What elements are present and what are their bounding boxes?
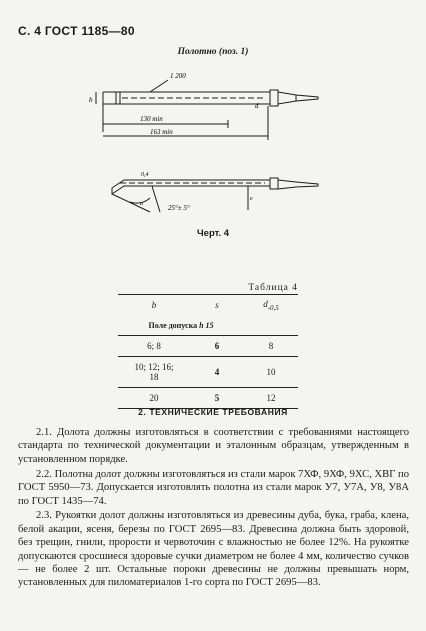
angle-line	[112, 194, 150, 212]
blade-side-view	[112, 178, 318, 194]
dim-r04-label: 0,4	[141, 172, 149, 178]
col-s-header: s	[215, 300, 219, 310]
blade-top-view	[103, 90, 318, 106]
col-b-header: b	[151, 300, 157, 310]
dim-angle-label: 25°± 5°	[168, 204, 190, 212]
table-row: 10; 12; 16; 18 4 10	[118, 357, 298, 388]
section-title: 2. ТЕХНИЧЕСКИЕ ТРЕБОВАНИЯ	[138, 407, 288, 417]
paragraph-2-1: 2.1. Долота должны изготовляться в соответствии с требованиями настоящего стандарта по технической документации и эталонным образцам, утвержденным в установленном порядке.	[18, 427, 409, 465]
table-row: 6; 8 6 8	[118, 336, 298, 357]
figure-caption: Черт. 4	[196, 228, 230, 239]
page-header: С. 4 ГОСТ 1185—80	[18, 24, 135, 38]
body-text	[18, 426, 409, 591]
paragraph-2-2: 2.2. Полотна долот должны изготовляться из стали марок 7ХФ, 9ХФ, 9ХС, ХВГ по ГОСТ 5950—73. Допускается изготовлять полотна из стали марок У7, У7А, У8, У8А по ГОСТ 1435—74.	[18, 468, 409, 507]
table-row: 20 5 12	[118, 388, 298, 409]
data-table	[118, 294, 298, 409]
dim-e-label: e	[250, 196, 253, 202]
r-leader	[150, 80, 168, 92]
dim-b-label: b	[89, 96, 93, 104]
dim-r-label: 1 200	[170, 72, 186, 80]
technical-drawing	[0, 60, 426, 230]
dim-a-label: a	[140, 201, 143, 207]
dim-163-label: 163 min	[150, 128, 173, 136]
col-d-header: $d_{-0,5}$	[263, 298, 279, 312]
figure-title: Полотно (поз. 1)	[177, 47, 249, 57]
table-caption: Таблица 4	[248, 283, 298, 293]
tolerance-cell: Поле допуска h 15	[148, 320, 214, 330]
dim-130-label: 130 min	[140, 115, 163, 123]
dim-d-label: d	[255, 102, 259, 110]
paragraph-2-3: 2.3. Рукоятки долот должны изготовляться из древесины дуба, бука, граба, клена, белой акации, ясеня, березы по ГОСТ 2695—83. Древесина должна быть здоровой, без трещин, гнили, прорости и червоточин с влажностью не более 12%. На рукоятке допускаются сросшиеся здоровые сучки диаметром не более 4 мм, количество сучков — не более 2 шт. Остальные пороки древесины не должны превышать норм, установленных для пиломатериалов 1-го сорта по ГОСТ 2695—83.	[18, 510, 409, 589]
